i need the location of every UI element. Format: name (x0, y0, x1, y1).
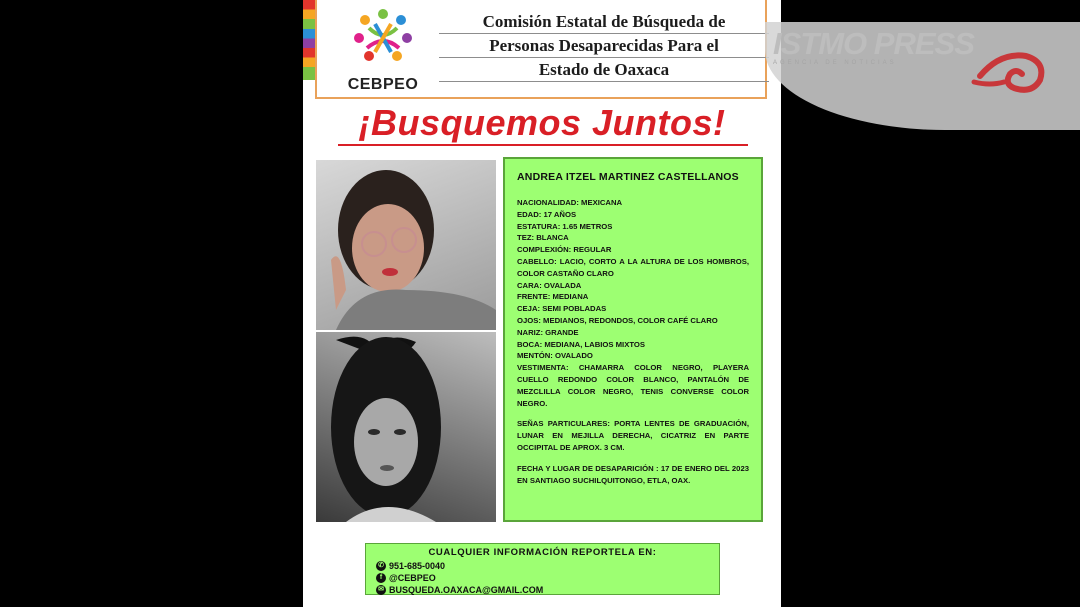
email-icon: ✉ (376, 585, 386, 595)
contact-box (365, 543, 720, 595)
info-cabello: CABELLO: LACIO, CORTO A LA ALTURA DE LOS HOMBROS, COLOR CASTAÑO CLARO (517, 256, 749, 278)
header-title-line-2: Personas Desaparecidas Para el (439, 34, 769, 58)
info-edad: EDAD: 17 AÑOS (517, 209, 577, 219)
info-nariz: NARIZ: GRANDE (517, 327, 579, 337)
info-vestimenta: VESTIMENTA: CHAMARRA COLOR NEGRO, PLAYERA CUELLO REDONDO COLOR BLANCO, PANTALÓN DE MEZCLILLA COLOR NEGRO, TENIS CONVERSE COLOR NEGRO. (517, 363, 749, 408)
contact-facebook: @CEBPEO (389, 573, 436, 583)
person-photo-1 (316, 160, 496, 330)
info-tez: TEZ: BLANCA (517, 233, 569, 243)
info-senas: SEÑAS PARTICULARES: PORTA LENTES DE GRADUACIÓN, LUNAR EN MEJILLA DERECHA, CICATRIZ EN PARTE OCCIPITAL DE APROX. 3 CM. (517, 419, 749, 452)
contact-facebook-row (376, 572, 709, 584)
info-ojos: OJOS: MEDIANOS, REDONDOS, COLOR CAFÉ CLARO (517, 315, 718, 325)
poster-header (315, 0, 767, 99)
slogan-underline (338, 144, 748, 146)
facebook-icon: f (376, 573, 386, 583)
info-nacionalidad: NACIONALIDAD: MEXICANA (517, 198, 623, 207)
contact-email-row (376, 584, 709, 596)
watermark-subtitle: AGENCIA DE NOTICIAS (773, 60, 897, 66)
info-estatura: ESTATURA: 1.65 METROS (517, 221, 613, 231)
info-cara: CARA: OVALADA (517, 280, 582, 290)
header-title-line-1: Comisión Estatal de Búsqueda de (439, 10, 769, 34)
decorative-stripe (303, 0, 315, 80)
info-menton: MENTÓN: OVALADO (517, 351, 593, 361)
info-boca: BOCA: MEDIANA, LABIOS MIXTOS (517, 339, 645, 349)
slogan: ¡Busquemos Juntos! (358, 102, 726, 143)
person-photo-2 (316, 332, 496, 522)
watermark-text: ISTMO PRESS (773, 26, 974, 61)
cebpeo-logo (339, 4, 427, 94)
info-ceja: CEJA: SEMI POBLADAS (517, 304, 607, 314)
missing-person-poster (303, 0, 781, 607)
header-title-line-3: Estado de Oaxaca (439, 58, 769, 82)
header-title (439, 10, 769, 82)
whatsapp-icon: ✆ (376, 561, 386, 571)
istmo-press-watermark (765, 22, 1080, 130)
logo-text: CEBPEO (347, 76, 419, 93)
swirl-logo-icon (970, 42, 1050, 102)
contact-title: CUALQUIER INFORMACIÓN REPORTELA EN: (428, 547, 657, 558)
person-info-box (503, 157, 763, 522)
contact-phone-row (376, 560, 709, 572)
contact-email: BUSQUEDA.OAXACA@GMAIL.COM (389, 585, 544, 595)
info-frente: FRENTE: MEDIANA (517, 292, 589, 302)
people-circle-icon (339, 4, 427, 76)
info-complexion: COMPLEXIÓN: REGULAR (517, 245, 612, 255)
contact-phone: 951-685-0040 (389, 561, 446, 571)
info-fecha: FECHA Y LUGAR DE DESAPARICIÓN : 17 DE ENERO DEL 2023 EN SANTIAGO SUCHILQUITONGO, ETLA, OAX. (517, 463, 749, 485)
person-name: ANDREA ITZEL MARTINEZ CASTELLANOS (517, 171, 739, 183)
